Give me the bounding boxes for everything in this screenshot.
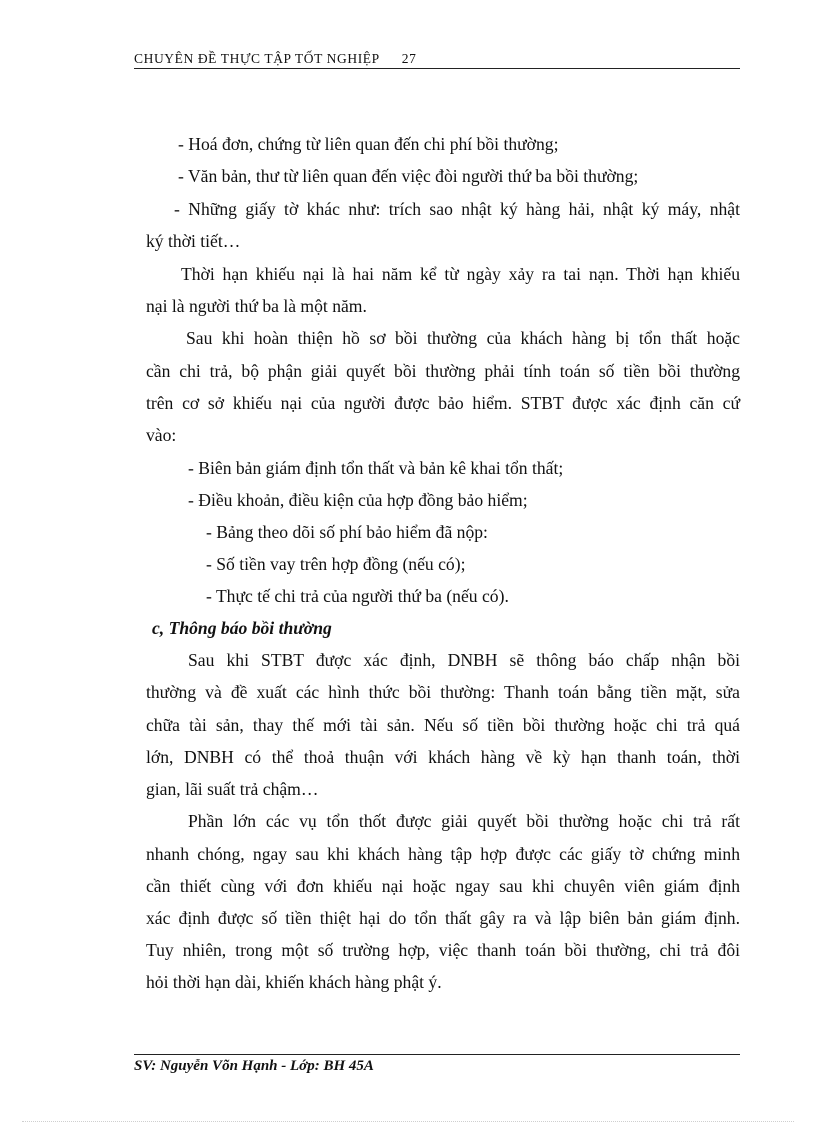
- body-line: hỏi thời hạn dài, khiến khách hàng phật ý.: [146, 972, 442, 992]
- body-line: cần chi trả, bộ phận giải quyết bồi thường phải tính toán số tiền bồi thường: [146, 361, 740, 381]
- body-line: ký thời tiết…: [146, 231, 241, 251]
- body-line: nại là người thứ ba là một năm.: [146, 296, 367, 316]
- list-item: - Số tiền vay trên hợp đồng (nếu có);: [206, 554, 466, 574]
- page-footer: SV: Nguyễn Võn Hạnh - Lớp: BH 45A: [134, 1058, 374, 1074]
- body-line: Tuy nhiên, trong một số trường hợp, việc thanh toán bồi thường, chi trả đôi: [146, 940, 740, 960]
- body-line: Thời hạn khiếu nại là hai năm kể từ ngày xảy ra tai nạn. Thời hạn khiếu: [181, 264, 740, 284]
- body-line: Phần lớn các vụ tổn thốt được giải quyết bồi thường hoặc chi trả rất: [188, 811, 740, 831]
- body-line: thường và đề xuất các hình thức bồi thường: Thanh toán bằng tiền mặt, sửa: [146, 682, 740, 702]
- body-line: - Những giấy tờ khác như: trích sao nhật ký hàng hải, nhật ký máy, nhật: [174, 199, 740, 219]
- page-edge-dotted-line: [22, 1121, 794, 1122]
- body-line: vào:: [146, 425, 177, 445]
- body-line: Sau khi hoàn thiện hồ sơ bồi thường của khách hàng bị tổn thất hoặc: [186, 328, 740, 348]
- list-item: - Biên bản giám định tổn thất và bản kê khai tổn thất;: [188, 458, 564, 478]
- list-item: - Thực tế chi trả của người thứ ba (nếu có).: [206, 586, 509, 606]
- body-line: xác định được số tiền thiệt hại do tổn thất gây ra và lập biên bản giám định.: [146, 908, 740, 928]
- body-line: gian, lãi suất trả chậm…: [146, 779, 319, 799]
- footer-divider: [134, 1054, 740, 1055]
- body-line: chữa tài sản, thay thế mới tài sản. Nếu số tiền bồi thường hoặc chi trả quá: [146, 715, 740, 735]
- body-line: - Văn bản, thư từ liên quan đến việc đòi người thứ ba bồi thường;: [178, 166, 639, 186]
- body-line: Sau khi STBT được xác định, DNBH sẽ thông báo chấp nhận bồi: [188, 650, 740, 670]
- body-line: - Hoá đơn, chứng từ liên quan đến chi phí bồi thường;: [178, 134, 559, 154]
- section-heading: c, Thông báo bồi thường: [152, 618, 332, 638]
- body-line: cần thiết cùng với đơn khiếu nại hoặc ngay sau khi chuyên viên giám định: [146, 876, 740, 896]
- body-line: trên cơ sở khiếu nại của người được bảo hiểm. STBT được xác định căn cứ: [146, 393, 740, 413]
- list-item: - Điều khoản, điều kiện của hợp đồng bảo hiểm;: [188, 490, 528, 510]
- header-title: CHUYÊN ĐỀ THỰC TẬP TỐT NGHIỆP: [134, 51, 380, 66]
- page-header: [134, 50, 740, 69]
- list-item: - Bảng theo dõi số phí bảo hiểm đã nộp:: [206, 522, 488, 542]
- body-line: nhanh chóng, ngay sau khi khách hàng tập hợp được các giấy tờ chứng minh: [146, 844, 740, 864]
- page-number: 27: [401, 51, 417, 66]
- body-line: lớn, DNBH có thể thoả thuận với khách hàng về kỳ hạn thanh toán, thời: [146, 747, 740, 767]
